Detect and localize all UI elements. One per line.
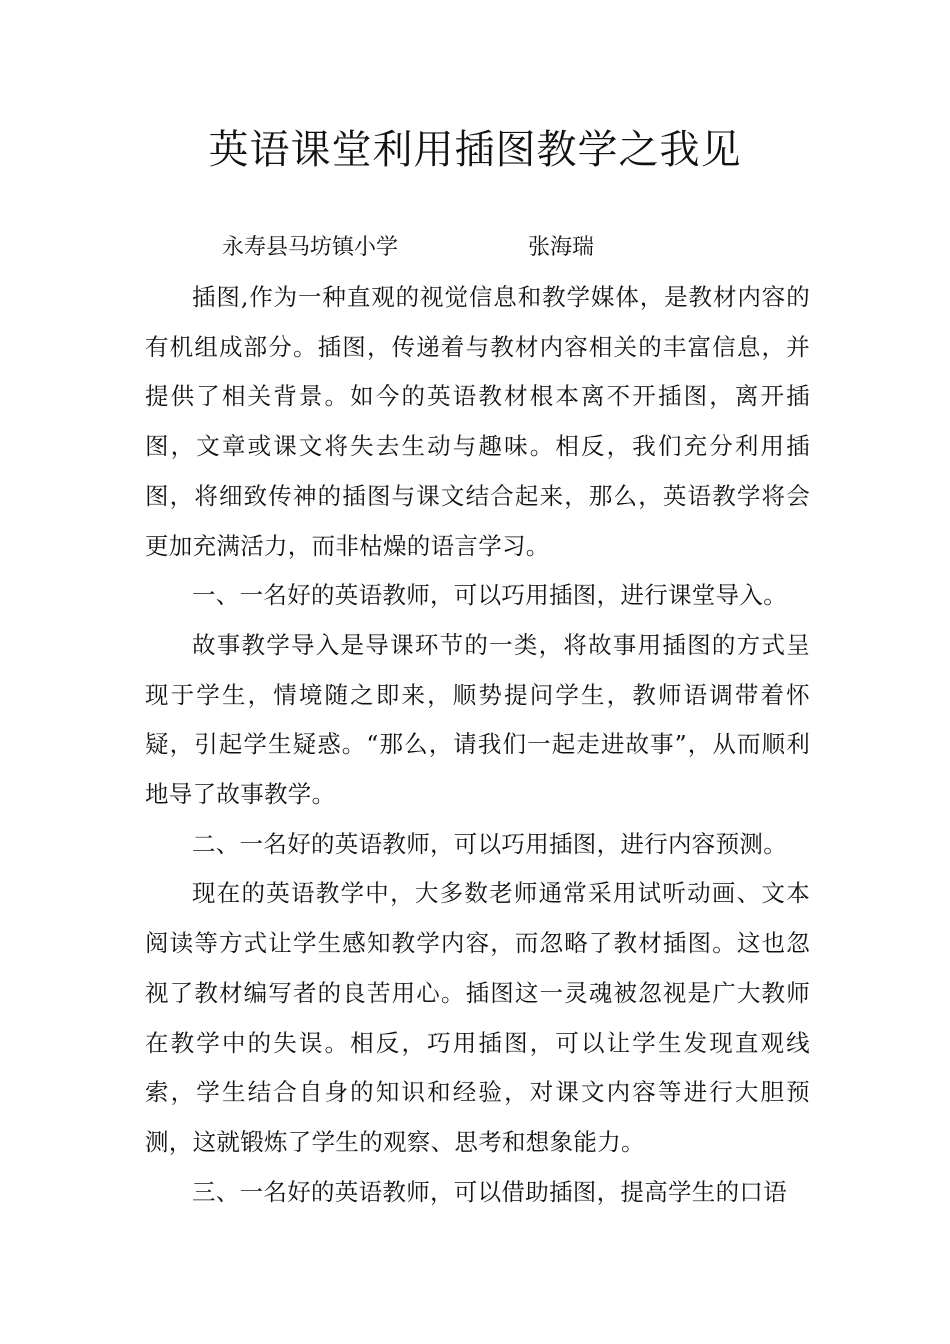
section-heading-3: 三、一名好的英语教师，可以借助插图，提高学生的口语 <box>192 1177 787 1206</box>
paragraph-section-2: 现在的英语教学中，大多数老师通常采用试听动画、文本阅读等方式让学生感知教学内容，而忽略了教材插图。这也忽视了教材编写者的良苦用心。插图这一灵魂被忽视是广大教师在教学中的失误。相反，巧用插图，可以让学生发现直观线索，学生结合自身的知识和经验，对课文内容等进行大胆预测，这就锻炼了学生的观察、思考和想象能力。 <box>145 879 810 1156</box>
section-heading-2: 二、一名好的英语教师，可以巧用插图，进行内容预测。 <box>192 829 787 858</box>
author-school: 永寿县马坊镇小学 <box>222 235 399 260</box>
paragraph-intro: 插图,作为一种直观的视觉信息和教学媒体，是教材内容的有机组成部分。插图，传递着与教材内容相关的丰富信息，并提供了相关背景。如今的英语教材根本离不开插图，离开插图，文章或课文将失去生动与趣味。相反，我们充分利用插图，将细致传神的插图与课文结合起来，那么，英语教学将会更加充满活力，而非枯燥的语言学习。 <box>145 283 810 560</box>
section-heading-1: 一、一名好的英语教师，可以巧用插图，进行课堂导入。 <box>192 581 787 610</box>
document-body <box>145 273 810 1217</box>
document-title: 英语课堂利用插图教学之我见 <box>208 127 742 173</box>
author-name: 张海瑞 <box>528 235 595 260</box>
paragraph-section-1: 故事教学导入是导课环节的一类，将故事用插图的方式呈现于学生，情境随之即来，顺势提问学生，教师语调带着怀疑，引起学生疑惑。“那么，请我们一起走进故事”，从而顺利地导了故事教学。 <box>145 630 810 809</box>
